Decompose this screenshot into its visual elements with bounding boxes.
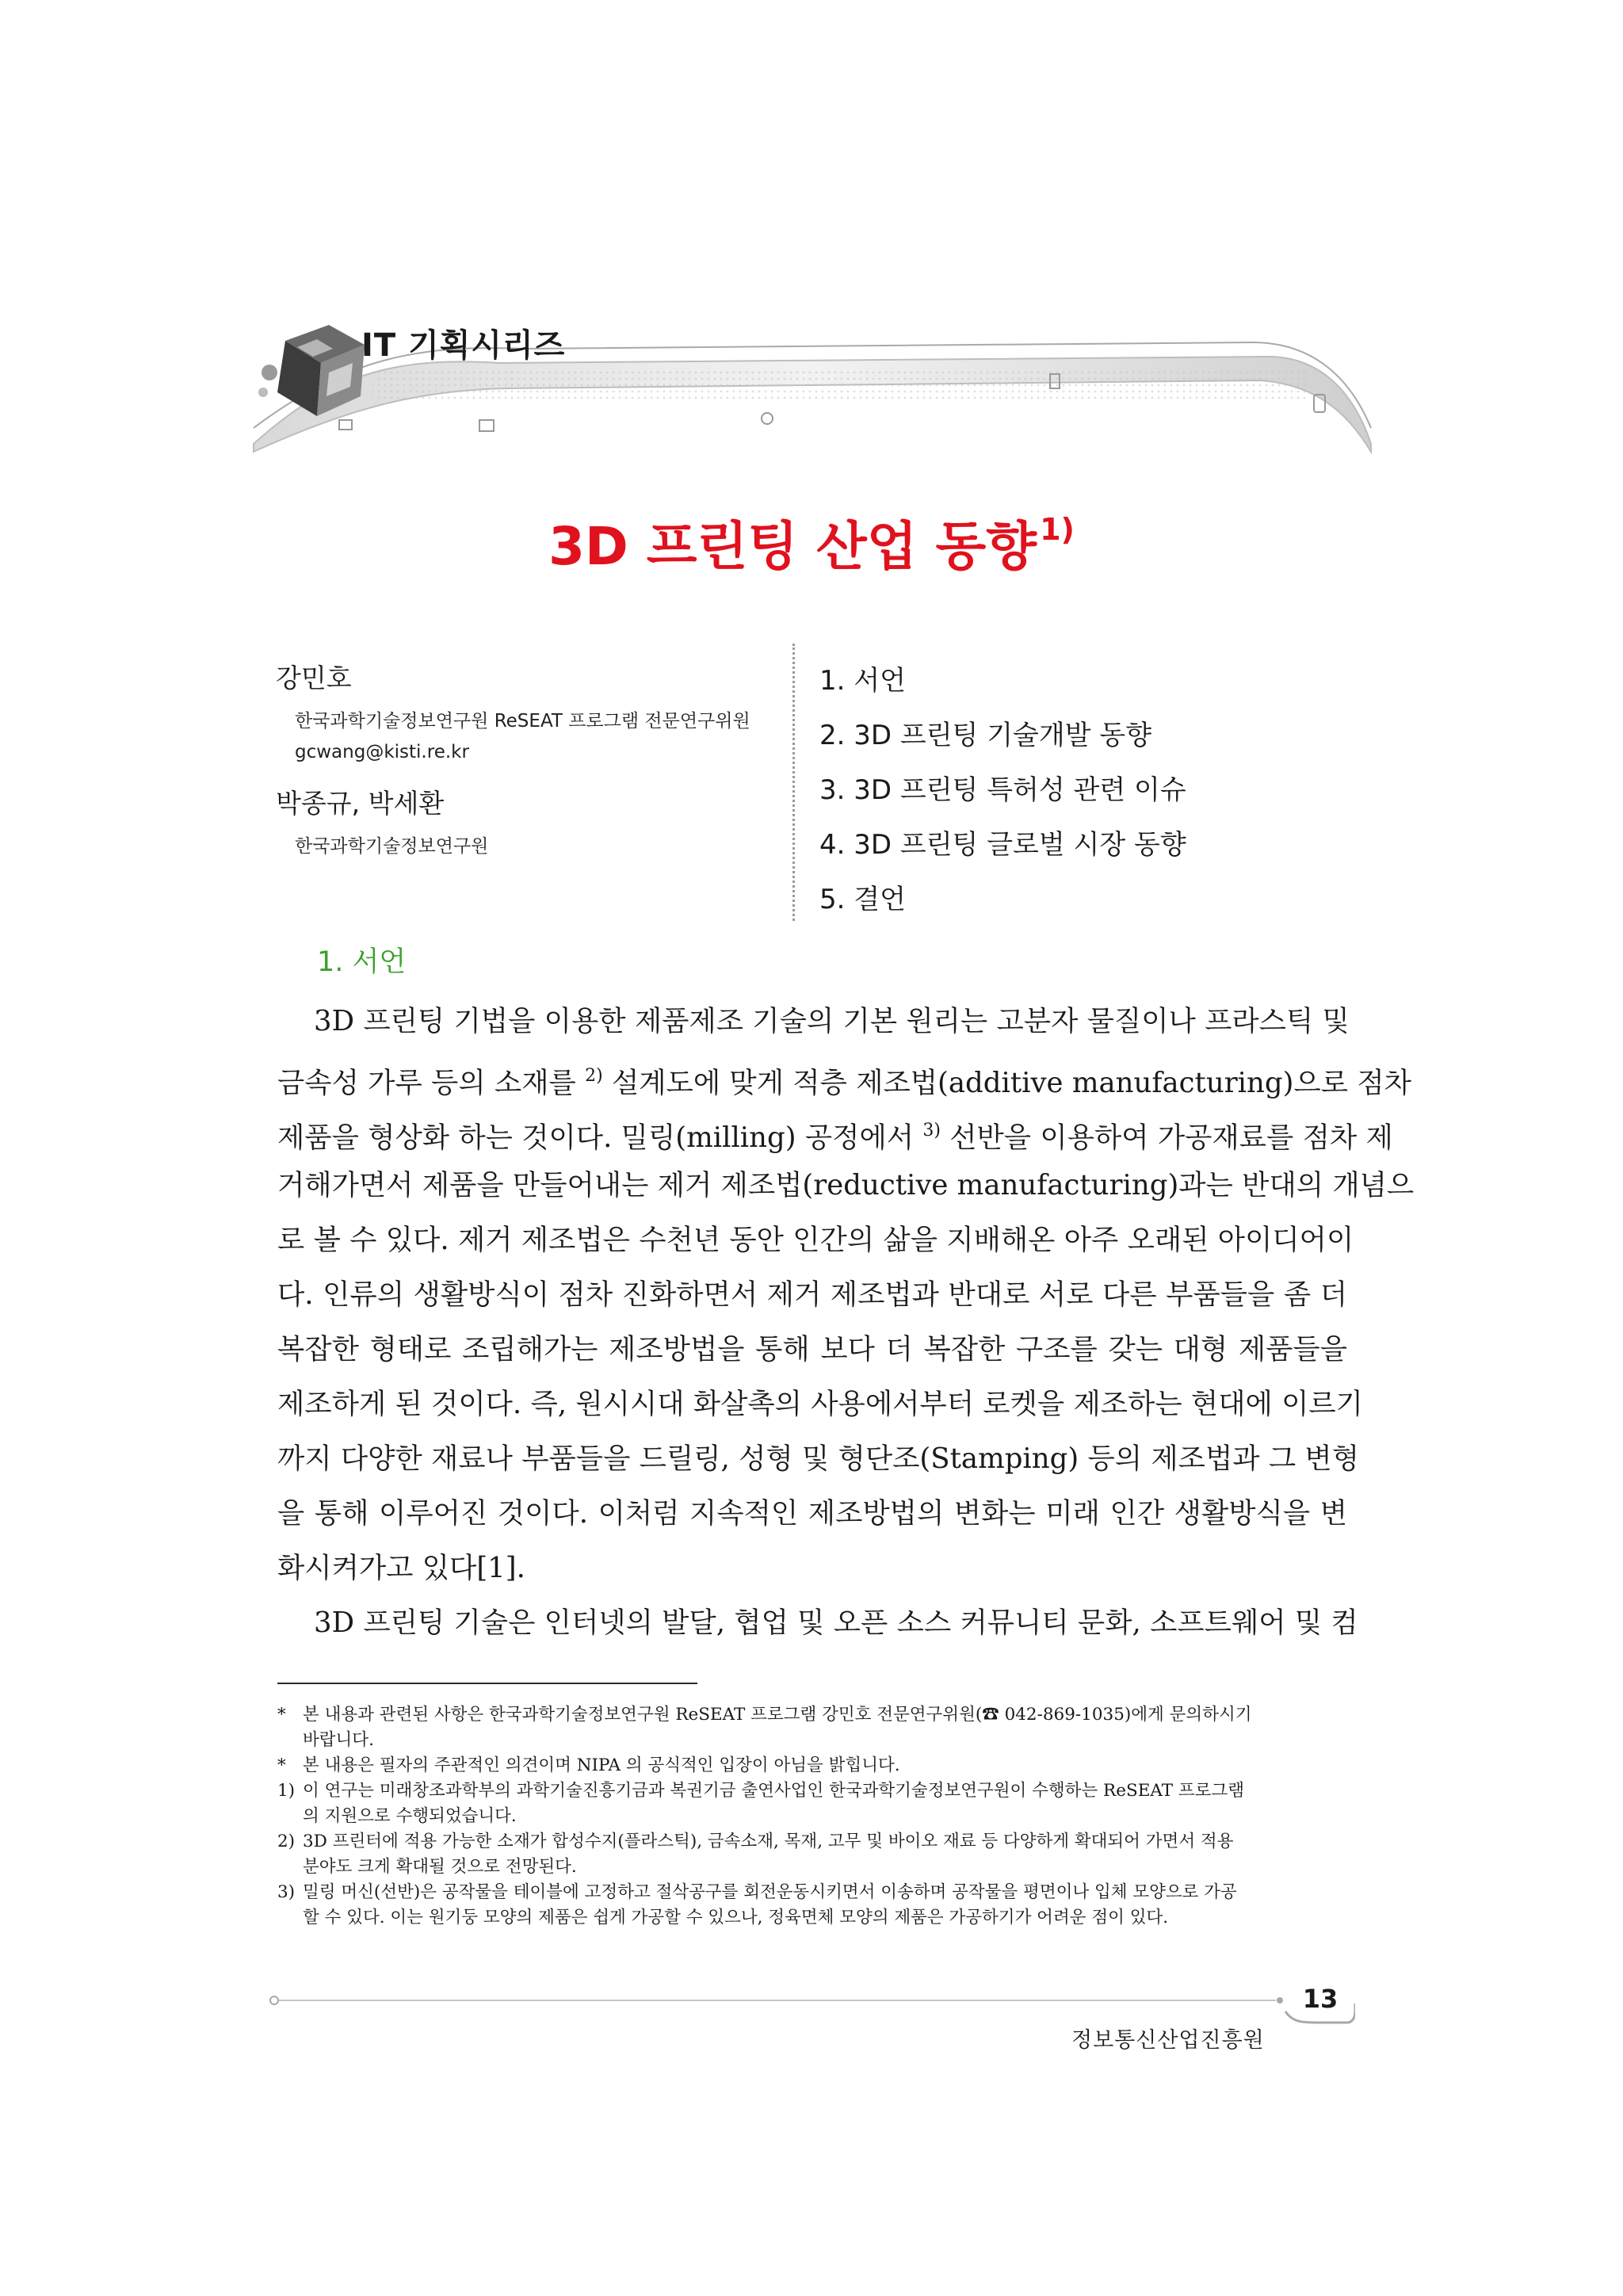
footnote: * 본 내용과 관련된 사항은 한국과학기술정보연구원 ReSEAT 프로그램 강민호 전문연구위원(☎ 042-869-1035)에게 문의하시기 바랍니다. — [277, 1705, 1252, 1750]
body-line: 금속성 가루 등의 소재를 $^{2)}$ 설계도에 맞게 적층 제조법(additive manufacturing)으로 점차 — [277, 1066, 1411, 1099]
series-title: IT 기획시리즈 — [361, 327, 566, 364]
author-affiliation: 한국과학기술정보연구원 — [295, 836, 489, 857]
toc-item: 1. 서언 — [819, 665, 906, 697]
toc-divider — [792, 644, 795, 921]
toc-item: 4. 3D 프린팅 글로벌 시장 동향 — [819, 829, 1186, 861]
body-line: 복잡한 형태로 조립해가는 제조방법을 통해 보다 더 복잡한 구조를 갖는 대형 제품들을 — [277, 1333, 1347, 1366]
author-affiliation: 한국과학기술정보연구원 ReSEAT 프로그램 전문연구위원 — [295, 711, 750, 732]
footnote-ref: 3) — [922, 1121, 941, 1140]
body-text — [277, 999, 1415, 1655]
author-email: gcwang@kisti.re.kr — [295, 742, 469, 762]
footnotes — [277, 1702, 1347, 1931]
footnote-rule — [277, 1683, 697, 1684]
body-line: 로 볼 수 있다. 제거 제조법은 수천년 동안 인간의 삶을 지배해온 아주 오래된 아이디어이 — [277, 1224, 1354, 1256]
body-line: 까지 다양한 재료나 부품들을 드릴링, 성형 및 형단조(Stamping) 등의 제조법과 그 변형 — [277, 1442, 1359, 1475]
footnote-ref: 2) — [585, 1066, 603, 1086]
author-name: 박종규, 박세환 — [276, 788, 445, 819]
title-footnote-mark: 1) — [1040, 512, 1075, 547]
toc-item: 3. 3D 프린팅 특허성 관련 이슈 — [819, 774, 1186, 806]
author-name: 강민호 — [276, 663, 352, 693]
toc-item: 2. 3D 프린팅 기술개발 동향 — [819, 720, 1152, 751]
body-line: 화시켜가고 있다[1]. — [277, 1552, 525, 1584]
article-title — [0, 504, 1623, 579]
footnote: 1) 이 연구는 미래창조과학부의 과학기술진흥기금과 복권기금 출연사업인 한국과학기술정보연구원이 수행하는 ReSEAT 프로그램 의 지원으로 수행되었습니다. — [277, 1781, 1244, 1826]
body-line: 을 통해 이루어진 것이다. 이처럼 지속적인 제조방법의 변화는 미래 인간 생활방식을 변 — [277, 1497, 1347, 1530]
publisher-name: 정보통신산업진흥원 — [1071, 2028, 1265, 2053]
body-line: 제조하게 된 것이다. 즉, 원시시대 화살촉의 사용에서부터 로켓을 제조하는 현대에 이르기 — [277, 1388, 1363, 1420]
table-of-contents — [819, 663, 1186, 936]
body-line: 3D 프린팅 기술은 인터넷의 발달, 협업 및 오픈 소스 커뮤니티 문화, 소프트웨어 및 컴 — [314, 1606, 1358, 1639]
page-number: 13 — [1302, 1984, 1338, 2014]
footnote: 2) 3D 프린터에 적용 가능한 소재가 합성수지(플라스틱), 금속소재, 목재, 고무 및 바이오 재료 등 다양하게 확대되어 가면서 적용 분야도 크게 확대될 것으로 전망된다. — [277, 1832, 1234, 1877]
footnote: 3) 밀링 머신(선반)은 공작물을 테이블에 고정하고 절삭공구를 회전운동시키면서 이송하며 공작물을 평면이나 입체 모양으로 가공 할 수 있다. 이는 원기둥 모양의 제품은 쉽게 가공할 수 있으나, 정육면체 모양의 제품은 가공하기가 어려운 점이 있다. — [277, 1882, 1237, 1927]
cube-logo-icon — [254, 317, 372, 428]
toc-item: 5. 결언 — [819, 884, 906, 915]
body-line: 3D 프린팅 기법을 이용한 제품제조 기술의 기본 원리는 고분자 물질이나 프라스틱 및 — [314, 1005, 1350, 1037]
body-line: 다. 인류의 생활방식이 점차 진화하면서 제거 제조법과 반대로 서로 다른 부품들을 좀 더 — [277, 1278, 1347, 1311]
footnote: * 본 내용은 필자의 주관적인 의견이며 NIPA 의 공식적인 입장이 아님을 밝힙니다. — [277, 1755, 900, 1775]
body-line: 제품을 형상화 하는 것이다. 밀링(milling) 공정에서 $^{3)}$ 선반을 이용하여 가공재료를 점차 제 — [277, 1121, 1393, 1154]
article-title-text: 3D 프린팅 산업 동향 — [548, 516, 1037, 577]
body-line: 거해가면서 제품을 만들어내는 제거 제조법(reductive manufacturing)과는 반대의 개념으 — [277, 1169, 1415, 1201]
section-heading: 1. 서언 — [317, 946, 407, 978]
author-block — [276, 658, 783, 858]
